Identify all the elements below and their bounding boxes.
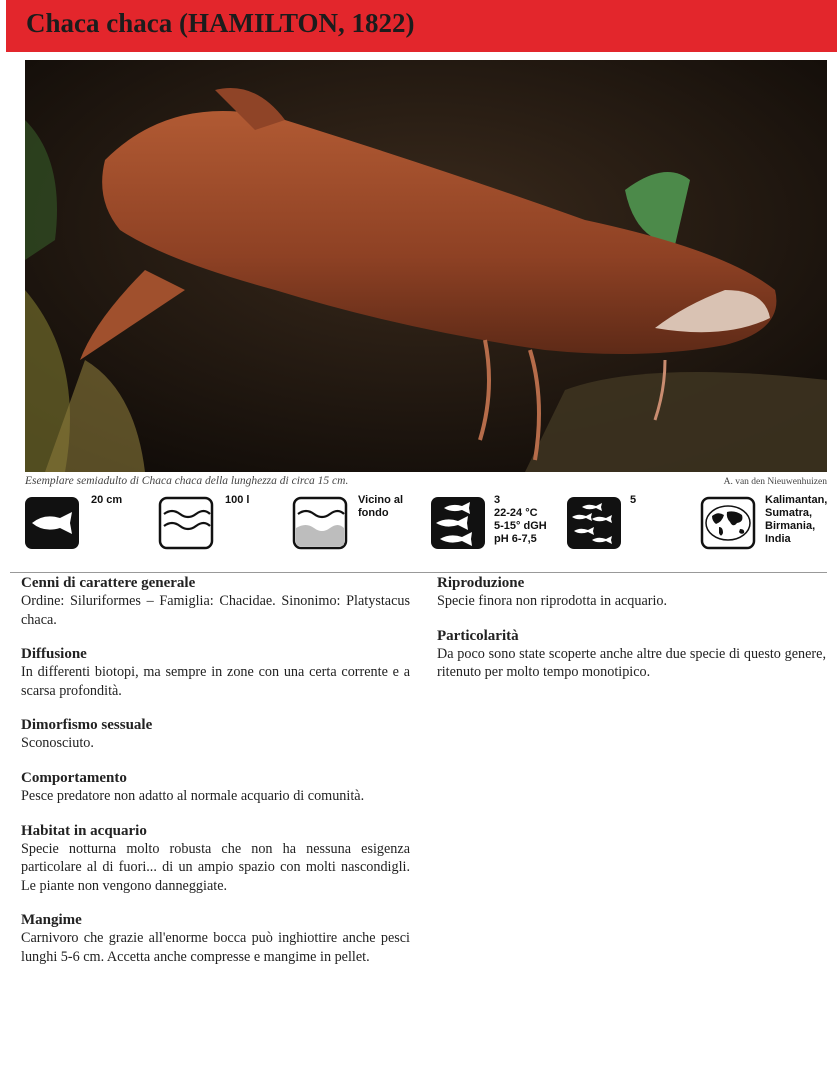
section-body: Specie finora non riprodotta in acquario.: [437, 593, 668, 609]
section-heading: Diffusione: [21, 646, 87, 663]
section-reproduction: [437, 574, 826, 611]
tank-volume-icon: [158, 496, 214, 550]
swimming-zone-icon: [292, 496, 348, 550]
fish-size-value: 20 cm: [91, 494, 123, 506]
section-heading: Cenni di carattere generale: [21, 575, 196, 591]
section-body: Carnivoro che grazie all'enorme bocca può inghiottire anche pesci lunghi 5-6 cm. Accetta anche compresse e mangime in pellet.: [21, 930, 410, 965]
fish-size-icon: [24, 496, 80, 550]
section-heading: Mangime: [21, 912, 82, 929]
distribution-value: Kalimantan, Sumatra, Birmania, India: [765, 494, 828, 545]
tank-volume-value: 100 l: [225, 494, 250, 506]
school-behavior-icon: [566, 496, 622, 550]
section-heading: Dimorfismo sessuale: [21, 717, 153, 734]
section-body: Ordine: Siluriformes – Famiglia: Chacidae. Sinonimo: Platystacus chaca.: [21, 593, 410, 628]
page-title: Chaca chaca (HAMILTON, 1822): [26, 8, 415, 38]
section-aquarium-habitat: [21, 822, 410, 896]
section-behavior: [21, 769, 410, 806]
section-body: Specie notturna molto robusta che non ha nessuna esigenza particolare al di fuori... di un ampio spazio con molti nascondigli. Le piante non vengono danneggiate.: [21, 840, 410, 894]
section-general: [21, 574, 410, 629]
section-divider: [10, 572, 827, 573]
distribution-globe-icon: [700, 496, 756, 550]
section-sexual-dimorphism: [21, 716, 410, 753]
left-column: [21, 574, 410, 983]
fish-photo: [25, 60, 827, 472]
section-food: [21, 911, 410, 966]
section-heading: Comportamento: [21, 769, 127, 786]
section-heading: Habitat in acquario: [21, 822, 147, 839]
section-body: In differenti biotopi, ma sempre in zone con una certa corrente e a scarsa profondità.: [21, 664, 410, 699]
photo-caption: Esemplare semiadulto di Chaca chaca della lunghezza di circa 15 cm.: [25, 475, 349, 487]
school-behavior-value: 5: [630, 494, 637, 506]
photo-credit: A. van den Nieuwenhuizen: [723, 477, 827, 487]
section-body: Da poco sono state scoperte anche altre due specie di questo genere, ritenuto per molto tempo monotipico.: [437, 645, 826, 681]
section-body: Sconosciuto.: [21, 735, 94, 752]
section-heading: Riproduzione: [437, 575, 525, 591]
water-conditions-icon: [430, 496, 486, 550]
right-column: [437, 574, 826, 698]
section-distribution: [21, 645, 410, 700]
title-bar: [6, 0, 837, 52]
section-peculiarities: [437, 627, 826, 682]
chaca-fish-illustration: [25, 60, 827, 472]
water-conditions-value: 3 22-24 °C 5-15° dGH pH 6-7,5: [494, 494, 547, 545]
section-body: Pesce predatore non adatto al normale acquario di comunità.: [21, 787, 365, 804]
swimming-zone-value: Vicino al fondo: [358, 494, 404, 519]
section-heading: Particolarità: [437, 627, 519, 644]
